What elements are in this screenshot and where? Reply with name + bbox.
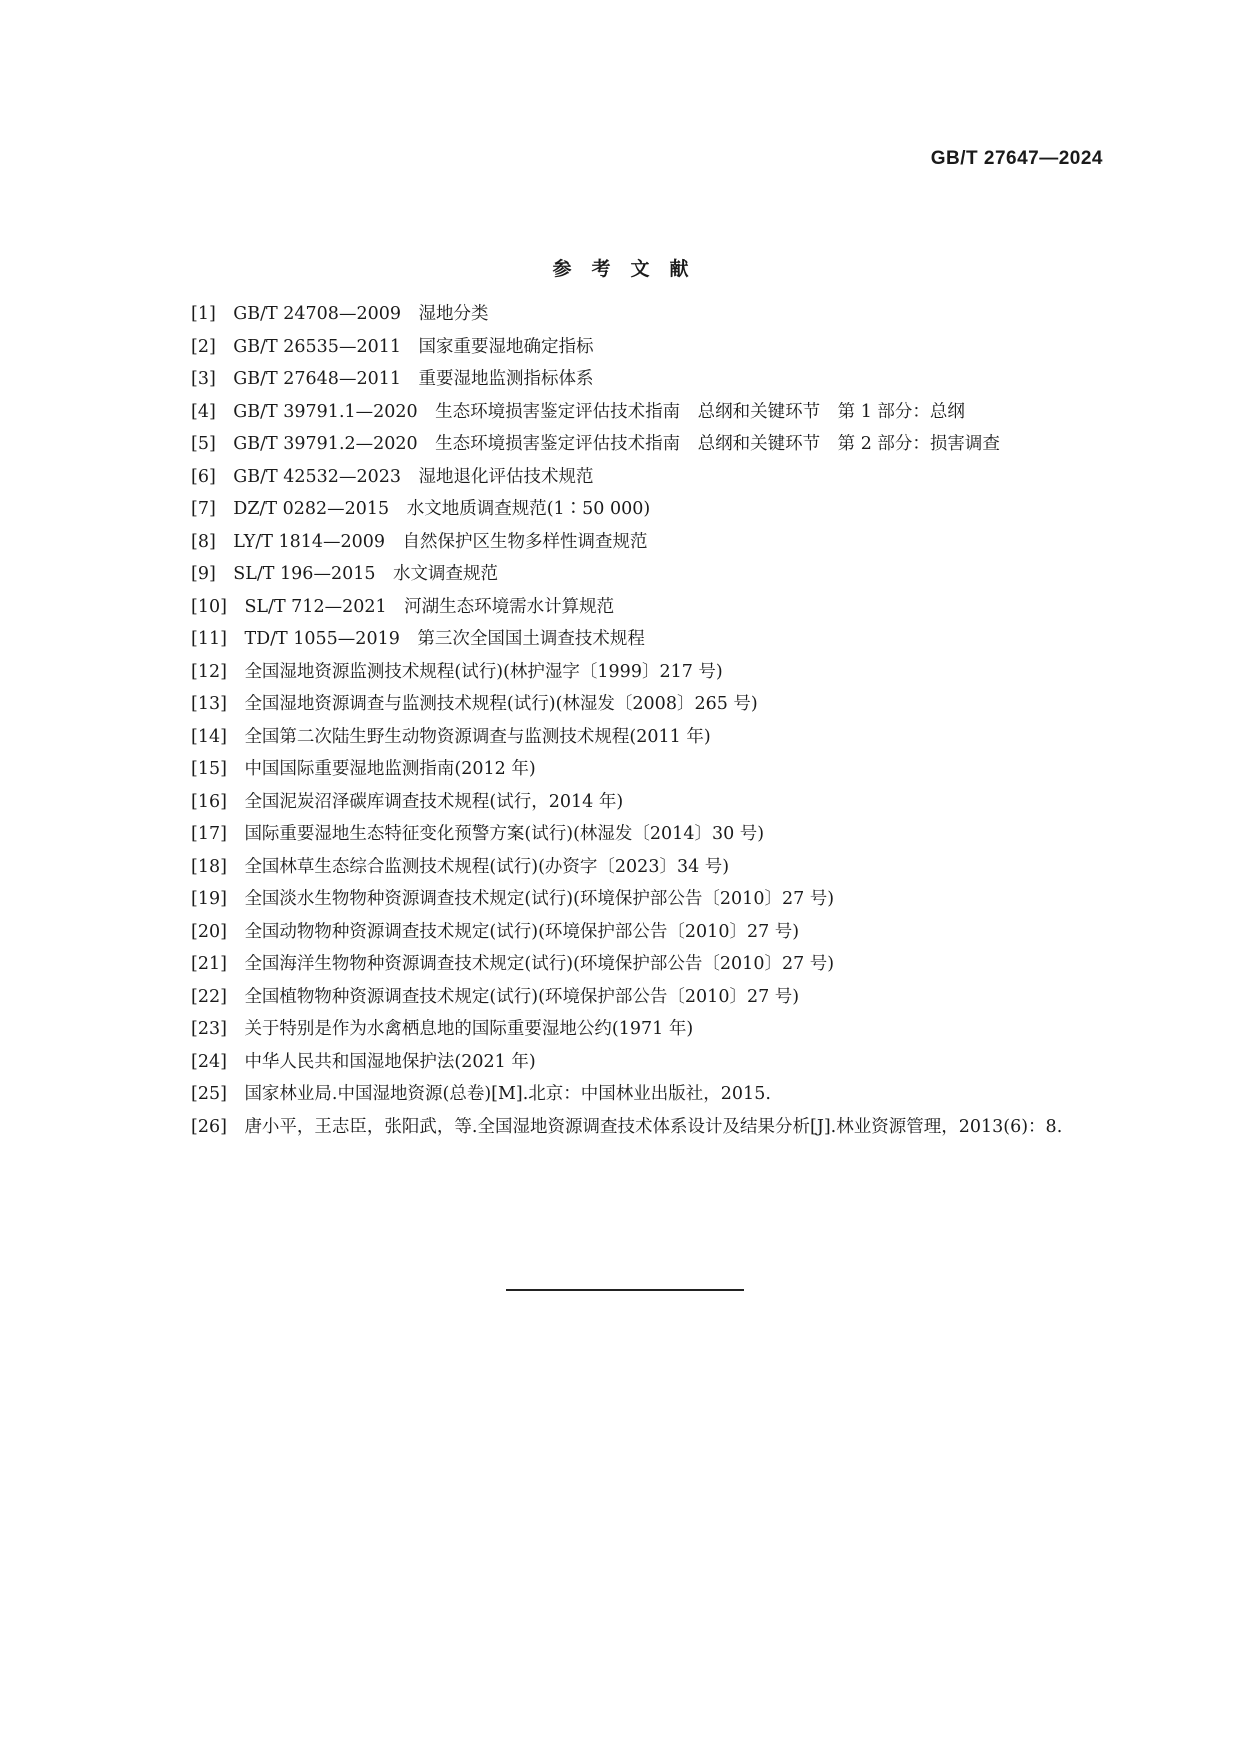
- reference-text: GB/T 39791.1—2020 生态环境损害鉴定评估技术指南 总纲和关键环节 第 1 部分：总纲: [233, 401, 965, 422]
- reference-text: 全国植物物种资源调查技术规定(试行)(环境保护部公告〔2010〕27 号): [244, 986, 800, 1007]
- reference-text: GB/T 26535—2011 国家重要湿地确定指标: [233, 336, 594, 357]
- reference-text: 全国淡水生物物种资源调查技术规定(试行)(环境保护部公告〔2010〕27 号): [244, 889, 835, 909]
- reference-number: [23]: [191, 1019, 227, 1039]
- reference-number: [4]: [191, 401, 216, 422]
- reference-item: [150, 526, 1102, 559]
- reference-number: [20]: [191, 921, 227, 942]
- reference-number: [12]: [191, 661, 227, 682]
- reference-number: [5]: [191, 434, 216, 454]
- reference-text: 唐小平，王志臣，张阳武，等.全国湿地资源调查技术体系设计及结果分析[J].林业资源管理，2013(6)：8.: [244, 1116, 1063, 1137]
- reference-text: 全国湿地资源调查与监测技术规程(试行)(林湿发〔2008〕265 号): [244, 694, 758, 714]
- reference-text: SL/T 712—2021 河湖生态环境需水计算规范: [244, 596, 615, 617]
- reference-number: [7]: [191, 499, 216, 519]
- reference-number: [10]: [191, 596, 227, 617]
- reference-number: [22]: [191, 986, 227, 1007]
- reference-item: [150, 948, 1102, 981]
- reference-text: TD/T 1055—2019 第三次全国国土调查技术规程: [244, 629, 645, 649]
- reference-number: [21]: [191, 954, 227, 974]
- reference-number: [16]: [191, 791, 227, 812]
- reference-text: 中国国际重要湿地监测指南(2012 年): [244, 759, 536, 779]
- reference-number: [25]: [191, 1084, 227, 1104]
- reference-number: [24]: [191, 1051, 227, 1072]
- reference-item: [150, 1111, 1102, 1144]
- reference-item: [150, 656, 1102, 689]
- reference-number: [3]: [191, 369, 216, 389]
- reference-number: [15]: [191, 759, 227, 779]
- standard-code: GB/T 27647—2024: [930, 148, 1103, 169]
- reference-number: [26]: [191, 1116, 227, 1137]
- reference-text: GB/T 24708—2009 湿地分类: [233, 304, 489, 324]
- reference-text: 国际重要湿地生态特征变化预警方案(试行)(林湿发〔2014〕30 号): [244, 824, 765, 844]
- reference-text: LY/T 1814—2009 自然保护区生物多样性调查规范: [233, 531, 648, 552]
- section-title: 参考文献: [552, 258, 709, 280]
- reference-item: [150, 461, 1102, 494]
- reference-number: [18]: [191, 856, 227, 877]
- reference-item: [150, 493, 1102, 526]
- reference-text: 全国第二次陆生野生动物资源调查与监测技术规程(2011 年): [244, 726, 711, 747]
- reference-number: [13]: [191, 694, 227, 714]
- reference-list: [150, 298, 1102, 1143]
- reference-item: [150, 721, 1102, 754]
- reference-text: GB/T 42532—2023 湿地退化评估技术规范: [233, 466, 594, 487]
- reference-text: 关于特别是作为水禽栖息地的国际重要湿地公约(1971 年): [244, 1019, 694, 1039]
- reference-number: [2]: [191, 336, 216, 357]
- reference-text: 全国泥炭沼泽碳库调查技术规程(试行，2014 年): [244, 791, 624, 812]
- reference-item: [150, 428, 1102, 461]
- reference-number: [8]: [191, 531, 216, 552]
- reference-item: [150, 1013, 1102, 1046]
- end-rule: [506, 1289, 744, 1291]
- reference-item: [150, 916, 1102, 949]
- reference-item: [150, 396, 1102, 429]
- reference-text: 全国林草生态综合监测技术规程(试行)(办资字〔2023〕34 号): [244, 856, 730, 877]
- reference-number: [17]: [191, 824, 227, 844]
- reference-item: [150, 753, 1102, 786]
- reference-text: GB/T 27648—2011 重要湿地监测指标体系: [233, 369, 594, 389]
- reference-item: [150, 688, 1102, 721]
- reference-text: DZ/T 0282—2015 水文地质调查规范(1∶50 000): [233, 499, 651, 519]
- reference-item: [150, 981, 1102, 1014]
- reference-text: 国家林业局.中国湿地资源(总卷)[M].北京：中国林业出版社，2015.: [244, 1084, 771, 1104]
- reference-text: 中华人民共和国湿地保护法(2021 年): [244, 1051, 536, 1072]
- reference-item: [150, 818, 1102, 851]
- reference-item: [150, 1078, 1102, 1111]
- reference-number: [6]: [191, 466, 216, 487]
- reference-text: 全国海洋生物物种资源调查技术规定(试行)(环境保护部公告〔2010〕27 号): [244, 954, 835, 974]
- reference-number: [11]: [191, 629, 227, 649]
- reference-number: [14]: [191, 726, 227, 747]
- reference-item: [150, 623, 1102, 656]
- reference-text: GB/T 39791.2—2020 生态环境损害鉴定评估技术指南 总纲和关键环节 第 2 部分：损害调查: [233, 434, 1000, 454]
- reference-item: [150, 883, 1102, 916]
- reference-number: [19]: [191, 889, 227, 909]
- reference-text: 全国湿地资源监测技术规程(试行)(林护湿字〔1999〕217 号): [244, 661, 723, 682]
- reference-item: [150, 298, 1102, 331]
- reference-item: [150, 786, 1102, 819]
- reference-text: 全国动物物种资源调查技术规定(试行)(环境保护部公告〔2010〕27 号): [244, 921, 800, 942]
- reference-text: SL/T 196—2015 水文调查规范: [233, 564, 498, 584]
- reference-item: [150, 558, 1102, 591]
- reference-item: [150, 851, 1102, 884]
- reference-number: [9]: [191, 564, 216, 584]
- reference-item: [150, 1046, 1102, 1079]
- reference-item: [150, 591, 1102, 624]
- reference-number: [1]: [191, 304, 216, 324]
- reference-item: [150, 363, 1102, 396]
- reference-item: [150, 331, 1102, 364]
